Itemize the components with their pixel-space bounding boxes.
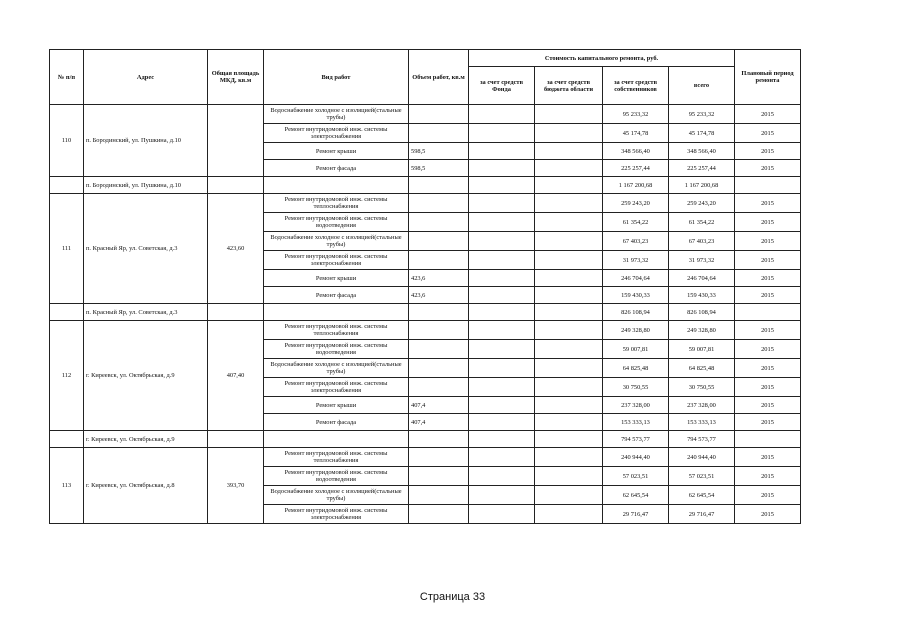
row-volume xyxy=(409,359,469,378)
subtotal-fund xyxy=(469,304,535,321)
row-total: 29 716,47 xyxy=(669,505,735,524)
row-fund xyxy=(469,143,535,160)
row-total: 240 944,40 xyxy=(669,448,735,467)
row-number: 111 xyxy=(50,194,84,304)
subtotal-blank xyxy=(50,177,84,194)
row-work-type: Ремонт внутридомовой инж. системы теплоснабжения xyxy=(264,321,409,340)
row-region xyxy=(535,105,603,124)
row-fund xyxy=(469,448,535,467)
row-region xyxy=(535,194,603,213)
row-period: 2015 xyxy=(735,397,801,414)
subtotal-work xyxy=(264,304,409,321)
row-total: 64 825,48 xyxy=(669,359,735,378)
row-fund xyxy=(469,505,535,524)
header-num: № п/п xyxy=(50,50,84,105)
row-owners: 67 403,23 xyxy=(603,232,669,251)
subtotal-area xyxy=(208,304,264,321)
row-volume xyxy=(409,486,469,505)
row-area: 407,40 xyxy=(208,321,264,431)
row-volume xyxy=(409,105,469,124)
row-total: 249 328,80 xyxy=(669,321,735,340)
row-total: 57 023,51 xyxy=(669,467,735,486)
row-region xyxy=(535,378,603,397)
row-volume xyxy=(409,124,469,143)
row-fund xyxy=(469,232,535,251)
header-cost-group: Стоимость капитального ремонта, руб. xyxy=(469,50,735,67)
row-work-type: Ремонт фасада xyxy=(264,414,409,431)
row-owners: 29 716,47 xyxy=(603,505,669,524)
row-owners: 225 257,44 xyxy=(603,160,669,177)
row-period: 2015 xyxy=(735,414,801,431)
row-region xyxy=(535,505,603,524)
row-region xyxy=(535,397,603,414)
row-volume xyxy=(409,378,469,397)
row-fund xyxy=(469,124,535,143)
subtotal-owners: 826 108,94 xyxy=(603,304,669,321)
row-volume xyxy=(409,467,469,486)
row-work-type: Ремонт внутридомовой инж. системы водоотведения xyxy=(264,467,409,486)
subtotal-period xyxy=(735,431,801,448)
row-period: 2015 xyxy=(735,340,801,359)
row-owners: 237 328,00 xyxy=(603,397,669,414)
row-owners: 259 243,20 xyxy=(603,194,669,213)
row-work-type: Ремонт фасада xyxy=(264,160,409,177)
row-region xyxy=(535,160,603,177)
row-total: 30 750,55 xyxy=(669,378,735,397)
subtotal-volume xyxy=(409,177,469,194)
header-address: Адрес xyxy=(84,50,208,105)
table-body xyxy=(50,105,801,524)
row-period: 2015 xyxy=(735,270,801,287)
row-owners: 30 750,55 xyxy=(603,378,669,397)
row-owners: 64 825,48 xyxy=(603,359,669,378)
row-region xyxy=(535,467,603,486)
subtotal-volume xyxy=(409,304,469,321)
row-volume xyxy=(409,213,469,232)
row-fund xyxy=(469,467,535,486)
subtotal-area xyxy=(208,431,264,448)
row-volume: 423,6 xyxy=(409,287,469,304)
row-address: п. Бородинский, ул. Пушкина, д.10 xyxy=(84,105,208,177)
row-work-type: Ремонт внутридомовой инж. системы электроснабжения xyxy=(264,251,409,270)
row-fund xyxy=(469,340,535,359)
row-work-type: Ремонт внутридомовой инж. системы электроснабжения xyxy=(264,505,409,524)
row-fund xyxy=(469,287,535,304)
row-total: 153 333,13 xyxy=(669,414,735,431)
row-volume: 598,5 xyxy=(409,160,469,177)
subtotal-work xyxy=(264,177,409,194)
row-work-type: Ремонт внутридомовой инж. системы водоотведения xyxy=(264,340,409,359)
row-work-type: Ремонт крыши xyxy=(264,270,409,287)
row-total: 348 566,40 xyxy=(669,143,735,160)
row-region xyxy=(535,448,603,467)
subtotal-region xyxy=(535,304,603,321)
row-total: 59 007,81 xyxy=(669,340,735,359)
row-fund xyxy=(469,321,535,340)
row-number: 110 xyxy=(50,105,84,177)
row-owners: 159 430,33 xyxy=(603,287,669,304)
row-region xyxy=(535,321,603,340)
subtotal-blank xyxy=(50,431,84,448)
row-work-type: Ремонт внутридомовой инж. системы электроснабжения xyxy=(264,124,409,143)
row-period: 2015 xyxy=(735,378,801,397)
subtotal-fund xyxy=(469,431,535,448)
subtotal-total: 826 108,94 xyxy=(669,304,735,321)
row-volume xyxy=(409,194,469,213)
subtotal-area xyxy=(208,177,264,194)
subtotal-volume xyxy=(409,431,469,448)
row-area: 423,60 xyxy=(208,194,264,304)
row-volume xyxy=(409,505,469,524)
row-total: 225 257,44 xyxy=(669,160,735,177)
row-owners: 31 973,32 xyxy=(603,251,669,270)
row-work-type: Водоснабжение холодное с изоляцией(стальные трубы) xyxy=(264,359,409,378)
row-period: 2015 xyxy=(735,251,801,270)
row-fund xyxy=(469,378,535,397)
row-owners: 95 233,32 xyxy=(603,105,669,124)
row-address: г. Киреевск, ул. Октябрьская, д.8 xyxy=(84,448,208,524)
subtotal-label: п. Бородинский, ул. Пушкина, д.10 xyxy=(84,177,208,194)
row-region xyxy=(535,213,603,232)
header-work: Вид работ xyxy=(264,50,409,105)
row-work-type: Ремонт внутридомовой инж. системы теплоснабжения xyxy=(264,448,409,467)
row-address: п. Красный Яр, ул. Советская, д.3 xyxy=(84,194,208,304)
row-period: 2015 xyxy=(735,448,801,467)
row-total: 67 403,23 xyxy=(669,232,735,251)
row-owners: 249 328,80 xyxy=(603,321,669,340)
row-total: 62 645,54 xyxy=(669,486,735,505)
repair-plan-table xyxy=(49,49,801,524)
row-period: 2015 xyxy=(735,105,801,124)
row-fund xyxy=(469,486,535,505)
row-total: 237 328,00 xyxy=(669,397,735,414)
row-period: 2015 xyxy=(735,467,801,486)
subtotal-row xyxy=(50,177,801,194)
row-fund xyxy=(469,160,535,177)
row-period: 2015 xyxy=(735,359,801,378)
row-total: 95 233,32 xyxy=(669,105,735,124)
header-period: Плановый период ремонта xyxy=(735,50,801,105)
row-period: 2015 xyxy=(735,124,801,143)
table-row xyxy=(50,105,801,124)
row-period: 2015 xyxy=(735,287,801,304)
row-work-type: Водоснабжение холодное с изоляцией(стальные трубы) xyxy=(264,232,409,251)
row-region xyxy=(535,124,603,143)
row-volume: 407,4 xyxy=(409,414,469,431)
row-total: 246 704,64 xyxy=(669,270,735,287)
row-volume: 598,5 xyxy=(409,143,469,160)
row-region xyxy=(535,270,603,287)
header-owners: за счет средств собственников xyxy=(603,67,669,105)
row-volume: 407,4 xyxy=(409,397,469,414)
subtotal-region xyxy=(535,177,603,194)
row-owners: 61 354,22 xyxy=(603,213,669,232)
row-work-type: Ремонт крыши xyxy=(264,143,409,160)
row-number: 113 xyxy=(50,448,84,524)
row-area xyxy=(208,105,264,177)
row-total: 45 174,78 xyxy=(669,124,735,143)
subtotal-label: г. Киреевск, ул. Октябрьская, д.9 xyxy=(84,431,208,448)
row-period: 2015 xyxy=(735,160,801,177)
row-owners: 153 333,13 xyxy=(603,414,669,431)
subtotal-period xyxy=(735,177,801,194)
row-period: 2015 xyxy=(735,232,801,251)
subtotal-row xyxy=(50,304,801,321)
row-fund xyxy=(469,414,535,431)
row-period: 2015 xyxy=(735,143,801,160)
row-owners: 45 174,78 xyxy=(603,124,669,143)
row-fund xyxy=(469,105,535,124)
row-period: 2015 xyxy=(735,505,801,524)
row-region xyxy=(535,143,603,160)
subtotal-label: п. Красный Яр, ул. Советская, д.3 xyxy=(84,304,208,321)
row-fund xyxy=(469,397,535,414)
row-volume: 423,6 xyxy=(409,270,469,287)
row-fund xyxy=(469,359,535,378)
row-volume xyxy=(409,321,469,340)
row-region xyxy=(535,340,603,359)
row-period: 2015 xyxy=(735,321,801,340)
header-region: за счет средств бюджета области xyxy=(535,67,603,105)
row-work-type: Ремонт фасада xyxy=(264,287,409,304)
subtotal-row xyxy=(50,431,801,448)
row-owners: 246 704,64 xyxy=(603,270,669,287)
table-row xyxy=(50,194,801,213)
row-work-type: Водоснабжение холодное с изоляцией(стальные трубы) xyxy=(264,486,409,505)
subtotal-period xyxy=(735,304,801,321)
row-volume xyxy=(409,340,469,359)
row-volume xyxy=(409,232,469,251)
row-number: 112 xyxy=(50,321,84,431)
row-period: 2015 xyxy=(735,486,801,505)
row-region xyxy=(535,359,603,378)
row-volume xyxy=(409,251,469,270)
row-work-type: Ремонт внутридомовой инж. системы теплоснабжения xyxy=(264,194,409,213)
row-region xyxy=(535,486,603,505)
row-owners: 240 944,40 xyxy=(603,448,669,467)
row-fund xyxy=(469,251,535,270)
row-fund xyxy=(469,194,535,213)
row-owners: 62 645,54 xyxy=(603,486,669,505)
subtotal-fund xyxy=(469,177,535,194)
subtotal-owners: 794 573,77 xyxy=(603,431,669,448)
row-total: 259 243,20 xyxy=(669,194,735,213)
header-total: всего xyxy=(669,67,735,105)
row-region xyxy=(535,287,603,304)
header-volume: Объем работ, кв.м xyxy=(409,50,469,105)
row-work-type: Ремонт внутридомовой инж. системы электроснабжения xyxy=(264,378,409,397)
row-period: 2015 xyxy=(735,213,801,232)
row-owners: 348 566,40 xyxy=(603,143,669,160)
table-row xyxy=(50,448,801,467)
row-region xyxy=(535,414,603,431)
row-work-type: Водоснабжение холодное с изоляцией(стальные трубы) xyxy=(264,105,409,124)
row-region xyxy=(535,232,603,251)
row-owners: 59 007,81 xyxy=(603,340,669,359)
row-region xyxy=(535,251,603,270)
row-total: 61 354,22 xyxy=(669,213,735,232)
subtotal-blank xyxy=(50,304,84,321)
row-work-type: Ремонт крыши xyxy=(264,397,409,414)
table-row xyxy=(50,321,801,340)
subtotal-total: 794 573,77 xyxy=(669,431,735,448)
row-area: 393,70 xyxy=(208,448,264,524)
subtotal-total: 1 167 200,68 xyxy=(669,177,735,194)
row-fund xyxy=(469,213,535,232)
page-number: Страница 33 xyxy=(419,591,486,603)
header-area: Общая площадь МКД, кв.м xyxy=(208,50,264,105)
row-owners: 57 023,51 xyxy=(603,467,669,486)
row-fund xyxy=(469,270,535,287)
row-work-type: Ремонт внутридомовой инж. системы водоотведения xyxy=(264,213,409,232)
header-fund: за счет средств Фонда xyxy=(469,67,535,105)
subtotal-work xyxy=(264,431,409,448)
row-address: г. Киреевск, ул. Октябрьская, д.9 xyxy=(84,321,208,431)
row-volume xyxy=(409,448,469,467)
row-total: 31 973,32 xyxy=(669,251,735,270)
row-period: 2015 xyxy=(735,194,801,213)
subtotal-region xyxy=(535,431,603,448)
subtotal-owners: 1 167 200,68 xyxy=(603,177,669,194)
row-total: 159 430,33 xyxy=(669,287,735,304)
